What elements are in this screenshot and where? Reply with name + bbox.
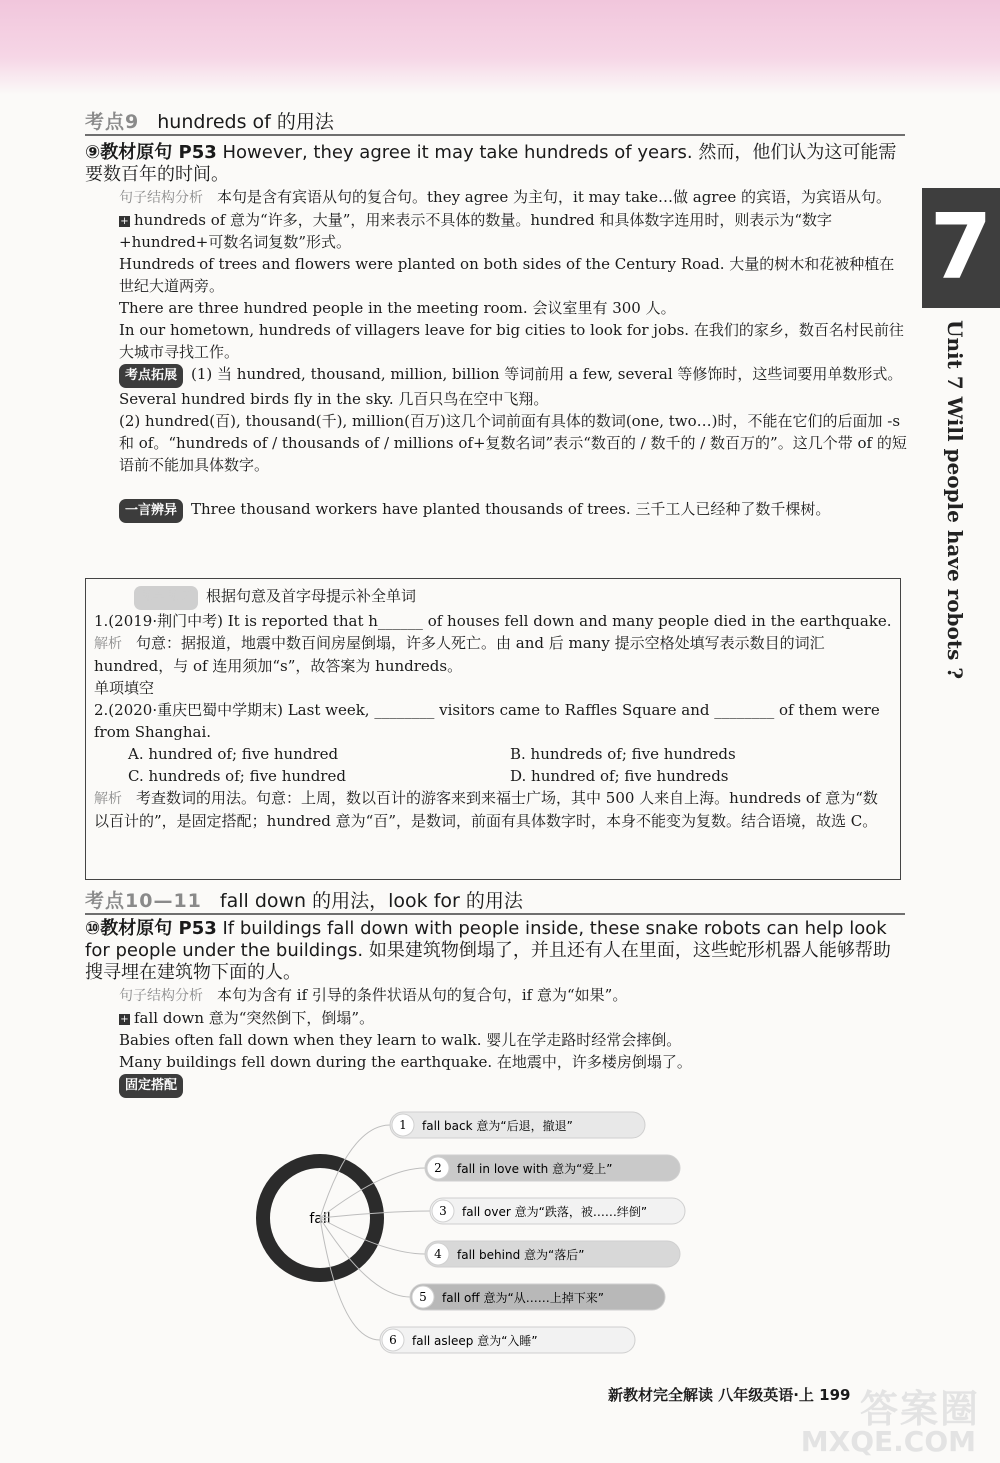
analysis-line <box>85 186 907 209</box>
section-9-body <box>85 142 907 523</box>
clear-text: Three thousand workers have planted thousands of trees. 三千工人已经种了数千棵树。 <box>191 500 831 518</box>
plus-icon: + <box>120 1014 129 1025</box>
question-1-analysis-text: 句意：据报道，地震中数百间房屋倒塌，许多人死亡。由 and 后 many 提示空格处填写表示数目的词汇 hundred，与 of 连用须加“s”，故答案为 hundreds。 <box>94 634 825 675</box>
plus-icon: + <box>120 216 129 227</box>
section-10-heading <box>85 887 905 915</box>
section-10-body <box>85 918 907 1098</box>
fall-phrase-diagram <box>255 1105 715 1365</box>
extension-1-example: Several hundred birds fly in the sky. 几百只鸟在空中飞翔。 <box>119 390 549 408</box>
example-3: In our hometown, hundreds of villagers leave for big cities to look for jobs. 在我们的家乡，数百名村民前往大城市寻找工作。 <box>119 321 904 361</box>
unit-title-vertical: Unit 7 Will people have robots ? <box>943 320 967 680</box>
example-10-2: Many buildings fell down during the earthquake. 在地震中，许多楼房倒塌了。 <box>119 1053 692 1071</box>
exercise-header <box>94 585 892 610</box>
section-10-lead <box>85 918 907 984</box>
extension-1 <box>85 363 907 388</box>
analysis-text: 本句是含有宾语从句的复合句。they agree 为主句，it may take…做 agree 的宾语，为宾语从句。 <box>217 188 891 206</box>
options-row-1 <box>94 743 892 765</box>
page-footer: 新教材完全解读 八年级英语·上 199 <box>608 1386 851 1404</box>
example-1: Hundreds of trees and flowers were planted on both sides of the Century Road. 大量的树木和花被种植在世纪大道两旁。 <box>119 255 895 295</box>
analysis-line-10 <box>85 984 907 1007</box>
question-1-analysis <box>94 632 892 677</box>
branch-number: 5 <box>419 1290 427 1304</box>
example-2: There are three hundred people in the meeting room. 会议室里有 300 人。 <box>119 299 676 317</box>
branch-number: 4 <box>434 1247 442 1261</box>
branch-number: 6 <box>389 1333 397 1347</box>
branch-number: 3 <box>439 1204 447 1218</box>
option-a: A. hundred of; five hundred <box>128 745 339 763</box>
question-2-label: 解析 <box>94 791 122 807</box>
note-text-10: fall down 意为“突然倒下，倒塌”。 <box>134 1009 375 1027</box>
extension-2: (2) hundred(百), thousand(千), million(百万)这几个词前面有具体的数词(one, two…)时，不能在它们的后面加 -s 和 of。“hundreds of / thousands of / millions of+复数名词”表示“数百的 / 数千的 / 数百万的”。这几个带 of 的短语前不能加具体数字。 <box>119 412 907 474</box>
fixed-line <box>85 1073 907 1098</box>
section-10-tag: 考点10—11 <box>85 890 202 912</box>
branch-number: 2 <box>434 1161 442 1175</box>
clear-label: 一言辨异 <box>119 499 183 523</box>
lead-text: However, they agree it may take hundreds of years. 然而，他们认为这可能需要数百年的时间。 <box>85 142 897 185</box>
analysis-label-10: 句子结构分析 <box>119 988 203 1004</box>
branch-text: fall back 意为“后退，撤退” <box>422 1119 573 1133</box>
unit-number-tab: 7 <box>922 188 1000 308</box>
question-1-label: 解析 <box>94 636 122 652</box>
question-1: 1.(2019·荆门中考) It is reported that h______ of houses fell down and many people died in the earthquake. <box>94 612 892 630</box>
section-9-heading <box>85 108 905 136</box>
lead-label-10: ⑩教材原句 P53 <box>85 918 217 939</box>
note-line-10 <box>85 1007 907 1029</box>
branch-text: fall over 意为“跌落，被……绊倒” <box>462 1205 648 1219</box>
section-9-tag: 考点9 <box>85 111 140 133</box>
option-d: D. hundred of; five hundreds <box>510 767 729 785</box>
watermark-url: MXQE.COM <box>800 1425 976 1458</box>
branch-text: fall off 意为“从……上掉下来” <box>442 1291 604 1305</box>
single-choice-label: 单项填空 <box>94 679 155 697</box>
lead-text-10: If buildings fall down with people inside, these snake robots can help look for people under the buildings. 如果建筑物倒塌了，并且还有人在里面，这些蛇形机器人能够帮助搜寻埋在建筑物下面的人。 <box>85 918 891 983</box>
option-b: B. hundreds of; five hundreds <box>510 745 736 763</box>
options-row-2 <box>94 765 892 787</box>
watermark-logo: 答案圈 <box>859 1387 980 1431</box>
exercise-header-text: 根据句意及首字母提示补全单词 <box>206 587 417 605</box>
fall-center-label: fall <box>309 1211 331 1227</box>
question-2: 2.(2020·重庆巴蜀中学期末) Last week, ________ visitors came to Raffles Square and ________ of them were from Shanghai. <box>94 701 880 741</box>
note-text: hundreds of 意为“许多，大量”，用来表示不具体的数量。hundred 和具体数字连用时，则表示为“数字+hundred+可数名词复数”形式。 <box>119 211 833 251</box>
note-line <box>85 209 907 253</box>
clear-line <box>85 498 907 523</box>
extension-label: 考点拓展 <box>119 364 183 388</box>
branch-number: 1 <box>399 1118 407 1132</box>
exercise-label: 即学即练 <box>134 586 198 610</box>
exercise-box <box>85 578 901 880</box>
question-2-analysis <box>94 787 892 832</box>
fixed-label: 固定搭配 <box>119 1074 183 1098</box>
analysis-text-10: 本句为含有 if 引导的条件状语从句的复合句，if 意为“如果”。 <box>217 986 628 1004</box>
extension-1-text: (1) 当 hundred, thousand, million, billion 等词前用 a few, several 等修饰时，这些词要用单数形式。 <box>191 365 903 383</box>
branch-text: fall asleep 意为“入睡” <box>412 1334 538 1348</box>
lead-label: ⑨教材原句 P53 <box>85 142 217 163</box>
question-2-analysis-text: 考查数词的用法。句意：上周，数以百计的游客来到来福士广场，其中 500 人来自上海。hundreds of 意为“数以百计的”，是固定搭配；hundred 意为“百”，是数词，前面有具体数字时，本身不能变为复数。结合语境，故选 C。 <box>94 789 878 830</box>
branch-text: fall behind 意为“落后” <box>457 1248 585 1262</box>
header-band <box>0 0 1000 95</box>
section-9-title: hundreds of 的用法 <box>157 111 334 133</box>
section-9-lead <box>85 142 907 186</box>
branch-text: fall in love with 意为“爱上” <box>457 1162 613 1176</box>
example-10-1: Babies often fall down when they learn to walk. 婴儿在学走路时经常会摔倒。 <box>119 1031 682 1049</box>
analysis-label: 句子结构分析 <box>119 190 203 206</box>
option-c: C. hundreds of; five hundred <box>128 767 346 785</box>
section-10-title: fall down 的用法，look for 的用法 <box>219 890 523 912</box>
